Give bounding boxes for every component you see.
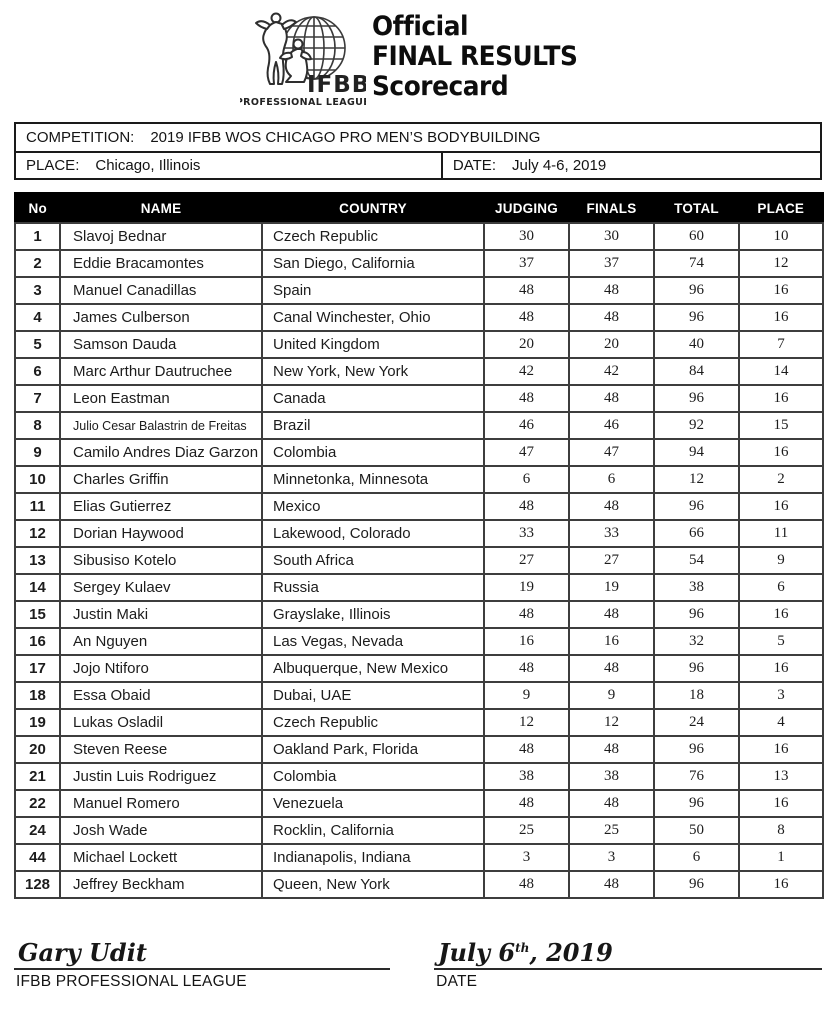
results-table — [14, 192, 824, 899]
cell-total-score: 76 — [654, 763, 739, 790]
cell-final-place: 16 — [739, 871, 823, 898]
place-label: PLACE: — [26, 157, 80, 174]
cell-judging-score: 20 — [484, 331, 569, 358]
result-row — [15, 763, 823, 790]
cell-finals-score: 42 — [569, 358, 654, 385]
place-value: Chicago, Illinois — [95, 157, 201, 174]
cell-competitor-name: Manuel Romero — [60, 790, 262, 817]
cell-final-place: 15 — [739, 412, 823, 439]
cell-final-place: 9 — [739, 547, 823, 574]
cell-final-place: 16 — [739, 601, 823, 628]
cell-total-score: 96 — [654, 871, 739, 898]
results-table-header — [15, 193, 823, 223]
cell-total-score: 60 — [654, 223, 739, 250]
cell-judging-score: 33 — [484, 520, 569, 547]
cell-competitor-name: James Culberson — [60, 304, 262, 331]
date-label: DATE: — [452, 157, 496, 174]
cell-judging-score: 48 — [484, 385, 569, 412]
cell-competitor-no: 6 — [15, 358, 60, 385]
cell-finals-score: 48 — [569, 385, 654, 412]
cell-competitor-no: 44 — [15, 844, 60, 871]
cell-total-score: 96 — [654, 736, 739, 763]
cell-finals-score: 3 — [569, 844, 654, 871]
cell-competitor-no: 16 — [15, 628, 60, 655]
cell-final-place: 16 — [739, 439, 823, 466]
cell-finals-score: 12 — [569, 709, 654, 736]
cell-finals-score: 48 — [569, 601, 654, 628]
cell-finals-score: 47 — [569, 439, 654, 466]
cell-competitor-name: Steven Reese — [60, 736, 262, 763]
cell-competitor-name: Michael Lockett — [60, 844, 262, 871]
official-signature-block — [14, 939, 390, 991]
cell-total-score: 96 — [654, 655, 739, 682]
cell-finals-score: 48 — [569, 790, 654, 817]
date-signature-year: , 2019 — [529, 938, 613, 967]
date-signature — [434, 939, 822, 970]
cell-total-score: 32 — [654, 628, 739, 655]
column-header-finals: FINALS — [569, 193, 654, 223]
cell-final-place: 16 — [739, 493, 823, 520]
cell-competitor-name: Josh Wade — [60, 817, 262, 844]
cell-total-score: 18 — [654, 682, 739, 709]
cell-finals-score: 48 — [569, 871, 654, 898]
result-row — [15, 682, 823, 709]
column-header-country: COUNTRY — [262, 193, 484, 223]
cell-competitor-name: Lukas Osladil — [60, 709, 262, 736]
official-signature: Gary Udit — [14, 939, 390, 970]
cell-finals-score: 33 — [569, 520, 654, 547]
cell-finals-score: 46 — [569, 412, 654, 439]
cell-total-score: 96 — [654, 493, 739, 520]
cell-competitor-no: 17 — [15, 655, 60, 682]
cell-competitor-no: 14 — [15, 574, 60, 601]
cell-competitor-no: 18 — [15, 682, 60, 709]
cell-competitor-no: 10 — [15, 466, 60, 493]
cell-final-place: 4 — [739, 709, 823, 736]
ifbb-logo — [240, 8, 366, 108]
cell-judging-score: 27 — [484, 547, 569, 574]
cell-competitor-name: Justin Luis Rodriguez — [60, 763, 262, 790]
cell-finals-score: 38 — [569, 763, 654, 790]
cell-final-place: 10 — [739, 223, 823, 250]
cell-finals-score: 20 — [569, 331, 654, 358]
cell-judging-score: 6 — [484, 466, 569, 493]
cell-competitor-no: 1 — [15, 223, 60, 250]
cell-judging-score: 19 — [484, 574, 569, 601]
cell-competitor-name: Sergey Kulaev — [60, 574, 262, 601]
title-line-1: Official — [372, 11, 469, 42]
cell-country: Rocklin, California — [262, 817, 484, 844]
cell-finals-score: 37 — [569, 250, 654, 277]
place-cell — [16, 153, 443, 178]
column-header-judging: JUDGING — [484, 193, 569, 223]
cell-finals-score: 48 — [569, 655, 654, 682]
cell-finals-score: 16 — [569, 628, 654, 655]
cell-competitor-name: Sibusiso Kotelo — [60, 547, 262, 574]
cell-final-place: 1 — [739, 844, 823, 871]
result-row — [15, 439, 823, 466]
cell-finals-score: 25 — [569, 817, 654, 844]
cell-finals-score: 27 — [569, 547, 654, 574]
date-signature-label: DATE — [436, 972, 478, 990]
result-row — [15, 844, 823, 871]
cell-competitor-name: Samson Dauda — [60, 331, 262, 358]
cell-competitor-name: Charles Griffin — [60, 466, 262, 493]
cell-competitor-no: 2 — [15, 250, 60, 277]
result-row — [15, 790, 823, 817]
cell-judging-score: 48 — [484, 655, 569, 682]
cell-final-place: 16 — [739, 304, 823, 331]
cell-competitor-name: Leon Eastman — [60, 385, 262, 412]
document-title — [372, 8, 577, 102]
cell-final-place: 12 — [739, 250, 823, 277]
cell-finals-score: 48 — [569, 304, 654, 331]
result-row — [15, 304, 823, 331]
cell-country: New York, New York — [262, 358, 484, 385]
date-signature-day: July 6 — [438, 938, 516, 967]
result-row — [15, 574, 823, 601]
cell-final-place: 16 — [739, 277, 823, 304]
cell-finals-score: 48 — [569, 736, 654, 763]
result-row — [15, 817, 823, 844]
cell-finals-score: 19 — [569, 574, 654, 601]
cell-judging-score: 48 — [484, 601, 569, 628]
result-row — [15, 250, 823, 277]
cell-country: Oakland Park, Florida — [262, 736, 484, 763]
cell-competitor-name: Essa Obaid — [60, 682, 262, 709]
cell-judging-score: 46 — [484, 412, 569, 439]
cell-country: Colombia — [262, 439, 484, 466]
cell-total-score: 84 — [654, 358, 739, 385]
result-row — [15, 520, 823, 547]
result-row — [15, 547, 823, 574]
logo-ifbb-text: IFBB — [307, 72, 367, 98]
competition-info-box — [14, 122, 822, 180]
result-row — [15, 709, 823, 736]
cell-final-place: 5 — [739, 628, 823, 655]
cell-competitor-name: Slavoj Bednar — [60, 223, 262, 250]
cell-final-place: 16 — [739, 655, 823, 682]
date-value: July 4-6, 2019 — [511, 157, 607, 174]
signature-section — [14, 939, 822, 991]
cell-judging-score: 9 — [484, 682, 569, 709]
cell-judging-score: 48 — [484, 871, 569, 898]
competition-value: 2019 IFBB WOS CHICAGO PRO MEN’S BODYBUILDING — [150, 129, 541, 146]
result-row — [15, 466, 823, 493]
cell-competitor-no: 128 — [15, 871, 60, 898]
cell-total-score: 96 — [654, 385, 739, 412]
date-signature-ordinal: th — [515, 941, 530, 955]
title-line-2: FINAL RESULTS — [372, 41, 578, 72]
cell-competitor-name: Manuel Canadillas — [60, 277, 262, 304]
cell-competitor-no: 21 — [15, 763, 60, 790]
cell-total-score: 40 — [654, 331, 739, 358]
cell-competitor-no: 7 — [15, 385, 60, 412]
cell-final-place: 7 — [739, 331, 823, 358]
cell-country: Venezuela — [262, 790, 484, 817]
cell-total-score: 96 — [654, 277, 739, 304]
cell-country: Lakewood, Colorado — [262, 520, 484, 547]
result-row — [15, 358, 823, 385]
cell-country: Canal Winchester, Ohio — [262, 304, 484, 331]
cell-finals-score: 48 — [569, 277, 654, 304]
cell-competitor-no: 11 — [15, 493, 60, 520]
result-row — [15, 871, 823, 898]
competition-cell — [16, 124, 820, 151]
cell-total-score: 96 — [654, 304, 739, 331]
place-date-row — [16, 151, 820, 178]
cell-competitor-no: 8 — [15, 412, 60, 439]
cell-judging-score: 48 — [484, 790, 569, 817]
cell-judging-score: 47 — [484, 439, 569, 466]
cell-total-score: 12 — [654, 466, 739, 493]
official-signature-label: IFBB PROFESSIONAL LEAGUE — [16, 972, 247, 990]
cell-country: South Africa — [262, 547, 484, 574]
cell-final-place: 11 — [739, 520, 823, 547]
cell-final-place: 14 — [739, 358, 823, 385]
cell-competitor-name: Eddie Bracamontes — [60, 250, 262, 277]
cell-final-place: 16 — [739, 790, 823, 817]
cell-competitor-name: An Nguyen — [60, 628, 262, 655]
result-row — [15, 493, 823, 520]
cell-country: United Kingdom — [262, 331, 484, 358]
cell-competitor-no: 24 — [15, 817, 60, 844]
column-header-name: NAME — [60, 193, 262, 223]
cell-judging-score: 48 — [484, 277, 569, 304]
cell-competitor-no: 19 — [15, 709, 60, 736]
cell-country: Albuquerque, New Mexico — [262, 655, 484, 682]
cell-total-score: 96 — [654, 601, 739, 628]
cell-total-score: 92 — [654, 412, 739, 439]
cell-country: Minnetonka, Minnesota — [262, 466, 484, 493]
cell-competitor-no: 4 — [15, 304, 60, 331]
cell-competitor-name: Dorian Haywood — [60, 520, 262, 547]
cell-judging-score: 48 — [484, 304, 569, 331]
cell-judging-score: 48 — [484, 493, 569, 520]
result-row — [15, 601, 823, 628]
cell-final-place: 6 — [739, 574, 823, 601]
cell-country: Indianapolis, Indiana — [262, 844, 484, 871]
cell-competitor-name: Elias Gutierrez — [60, 493, 262, 520]
cell-country: Spain — [262, 277, 484, 304]
cell-judging-score: 3 — [484, 844, 569, 871]
cell-judging-score: 30 — [484, 223, 569, 250]
competition-label: COMPETITION: — [26, 129, 135, 146]
cell-judging-score: 37 — [484, 250, 569, 277]
cell-total-score: 6 — [654, 844, 739, 871]
cell-country: Las Vegas, Nevada — [262, 628, 484, 655]
cell-competitor-no: 15 — [15, 601, 60, 628]
cell-country: Dubai, UAE — [262, 682, 484, 709]
cell-competitor-no: 3 — [15, 277, 60, 304]
cell-finals-score: 30 — [569, 223, 654, 250]
result-row — [15, 655, 823, 682]
date-signature-block — [434, 939, 822, 991]
masthead — [14, 8, 822, 112]
cell-judging-score: 12 — [484, 709, 569, 736]
competition-row — [16, 124, 820, 151]
column-header-place: PLACE — [739, 193, 823, 223]
cell-finals-score: 6 — [569, 466, 654, 493]
cell-final-place: 16 — [739, 736, 823, 763]
cell-final-place: 16 — [739, 385, 823, 412]
cell-country: Russia — [262, 574, 484, 601]
cell-competitor-name: Marc Arthur Dautruchee — [60, 358, 262, 385]
cell-final-place: 2 — [739, 466, 823, 493]
cell-total-score: 66 — [654, 520, 739, 547]
column-header-total: TOTAL — [654, 193, 739, 223]
result-row — [15, 277, 823, 304]
results-table-body — [15, 223, 823, 898]
cell-total-score: 96 — [654, 790, 739, 817]
result-row — [15, 223, 823, 250]
cell-country: Colombia — [262, 763, 484, 790]
cell-finals-score: 9 — [569, 682, 654, 709]
cell-country: Mexico — [262, 493, 484, 520]
cell-country: San Diego, California — [262, 250, 484, 277]
title-line-3: Scorecard — [372, 71, 509, 102]
result-row — [15, 331, 823, 358]
cell-competitor-no: 5 — [15, 331, 60, 358]
logo-league-text: PROFESSIONAL LEAGUE — [240, 97, 367, 108]
cell-total-score: 50 — [654, 817, 739, 844]
cell-total-score: 94 — [654, 439, 739, 466]
cell-judging-score: 16 — [484, 628, 569, 655]
cell-country: Czech Republic — [262, 223, 484, 250]
cell-country: Queen, New York — [262, 871, 484, 898]
column-header-no: No — [15, 193, 60, 223]
cell-competitor-name: Julio Cesar Balastrin de Freitas — [60, 412, 262, 439]
cell-total-score: 54 — [654, 547, 739, 574]
cell-country: Grayslake, Illinois — [262, 601, 484, 628]
date-cell — [443, 153, 820, 178]
result-row — [15, 385, 823, 412]
result-row — [15, 628, 823, 655]
cell-competitor-name: Justin Maki — [60, 601, 262, 628]
cell-competitor-name: Jojo Ntiforo — [60, 655, 262, 682]
cell-finals-score: 48 — [569, 493, 654, 520]
cell-total-score: 38 — [654, 574, 739, 601]
cell-country: Brazil — [262, 412, 484, 439]
cell-competitor-name: Jeffrey Beckham — [60, 871, 262, 898]
result-row — [15, 412, 823, 439]
cell-competitor-no: 12 — [15, 520, 60, 547]
cell-judging-score: 25 — [484, 817, 569, 844]
cell-final-place: 8 — [739, 817, 823, 844]
cell-country: Czech Republic — [262, 709, 484, 736]
cell-final-place: 13 — [739, 763, 823, 790]
cell-competitor-name: Camilo Andres Diaz Garzon — [60, 439, 262, 466]
cell-competitor-no: 22 — [15, 790, 60, 817]
cell-competitor-no: 9 — [15, 439, 60, 466]
cell-total-score: 74 — [654, 250, 739, 277]
cell-judging-score: 42 — [484, 358, 569, 385]
cell-final-place: 3 — [739, 682, 823, 709]
cell-competitor-no: 20 — [15, 736, 60, 763]
cell-judging-score: 48 — [484, 736, 569, 763]
result-row — [15, 736, 823, 763]
cell-competitor-no: 13 — [15, 547, 60, 574]
cell-country: Canada — [262, 385, 484, 412]
cell-judging-score: 38 — [484, 763, 569, 790]
cell-total-score: 24 — [654, 709, 739, 736]
